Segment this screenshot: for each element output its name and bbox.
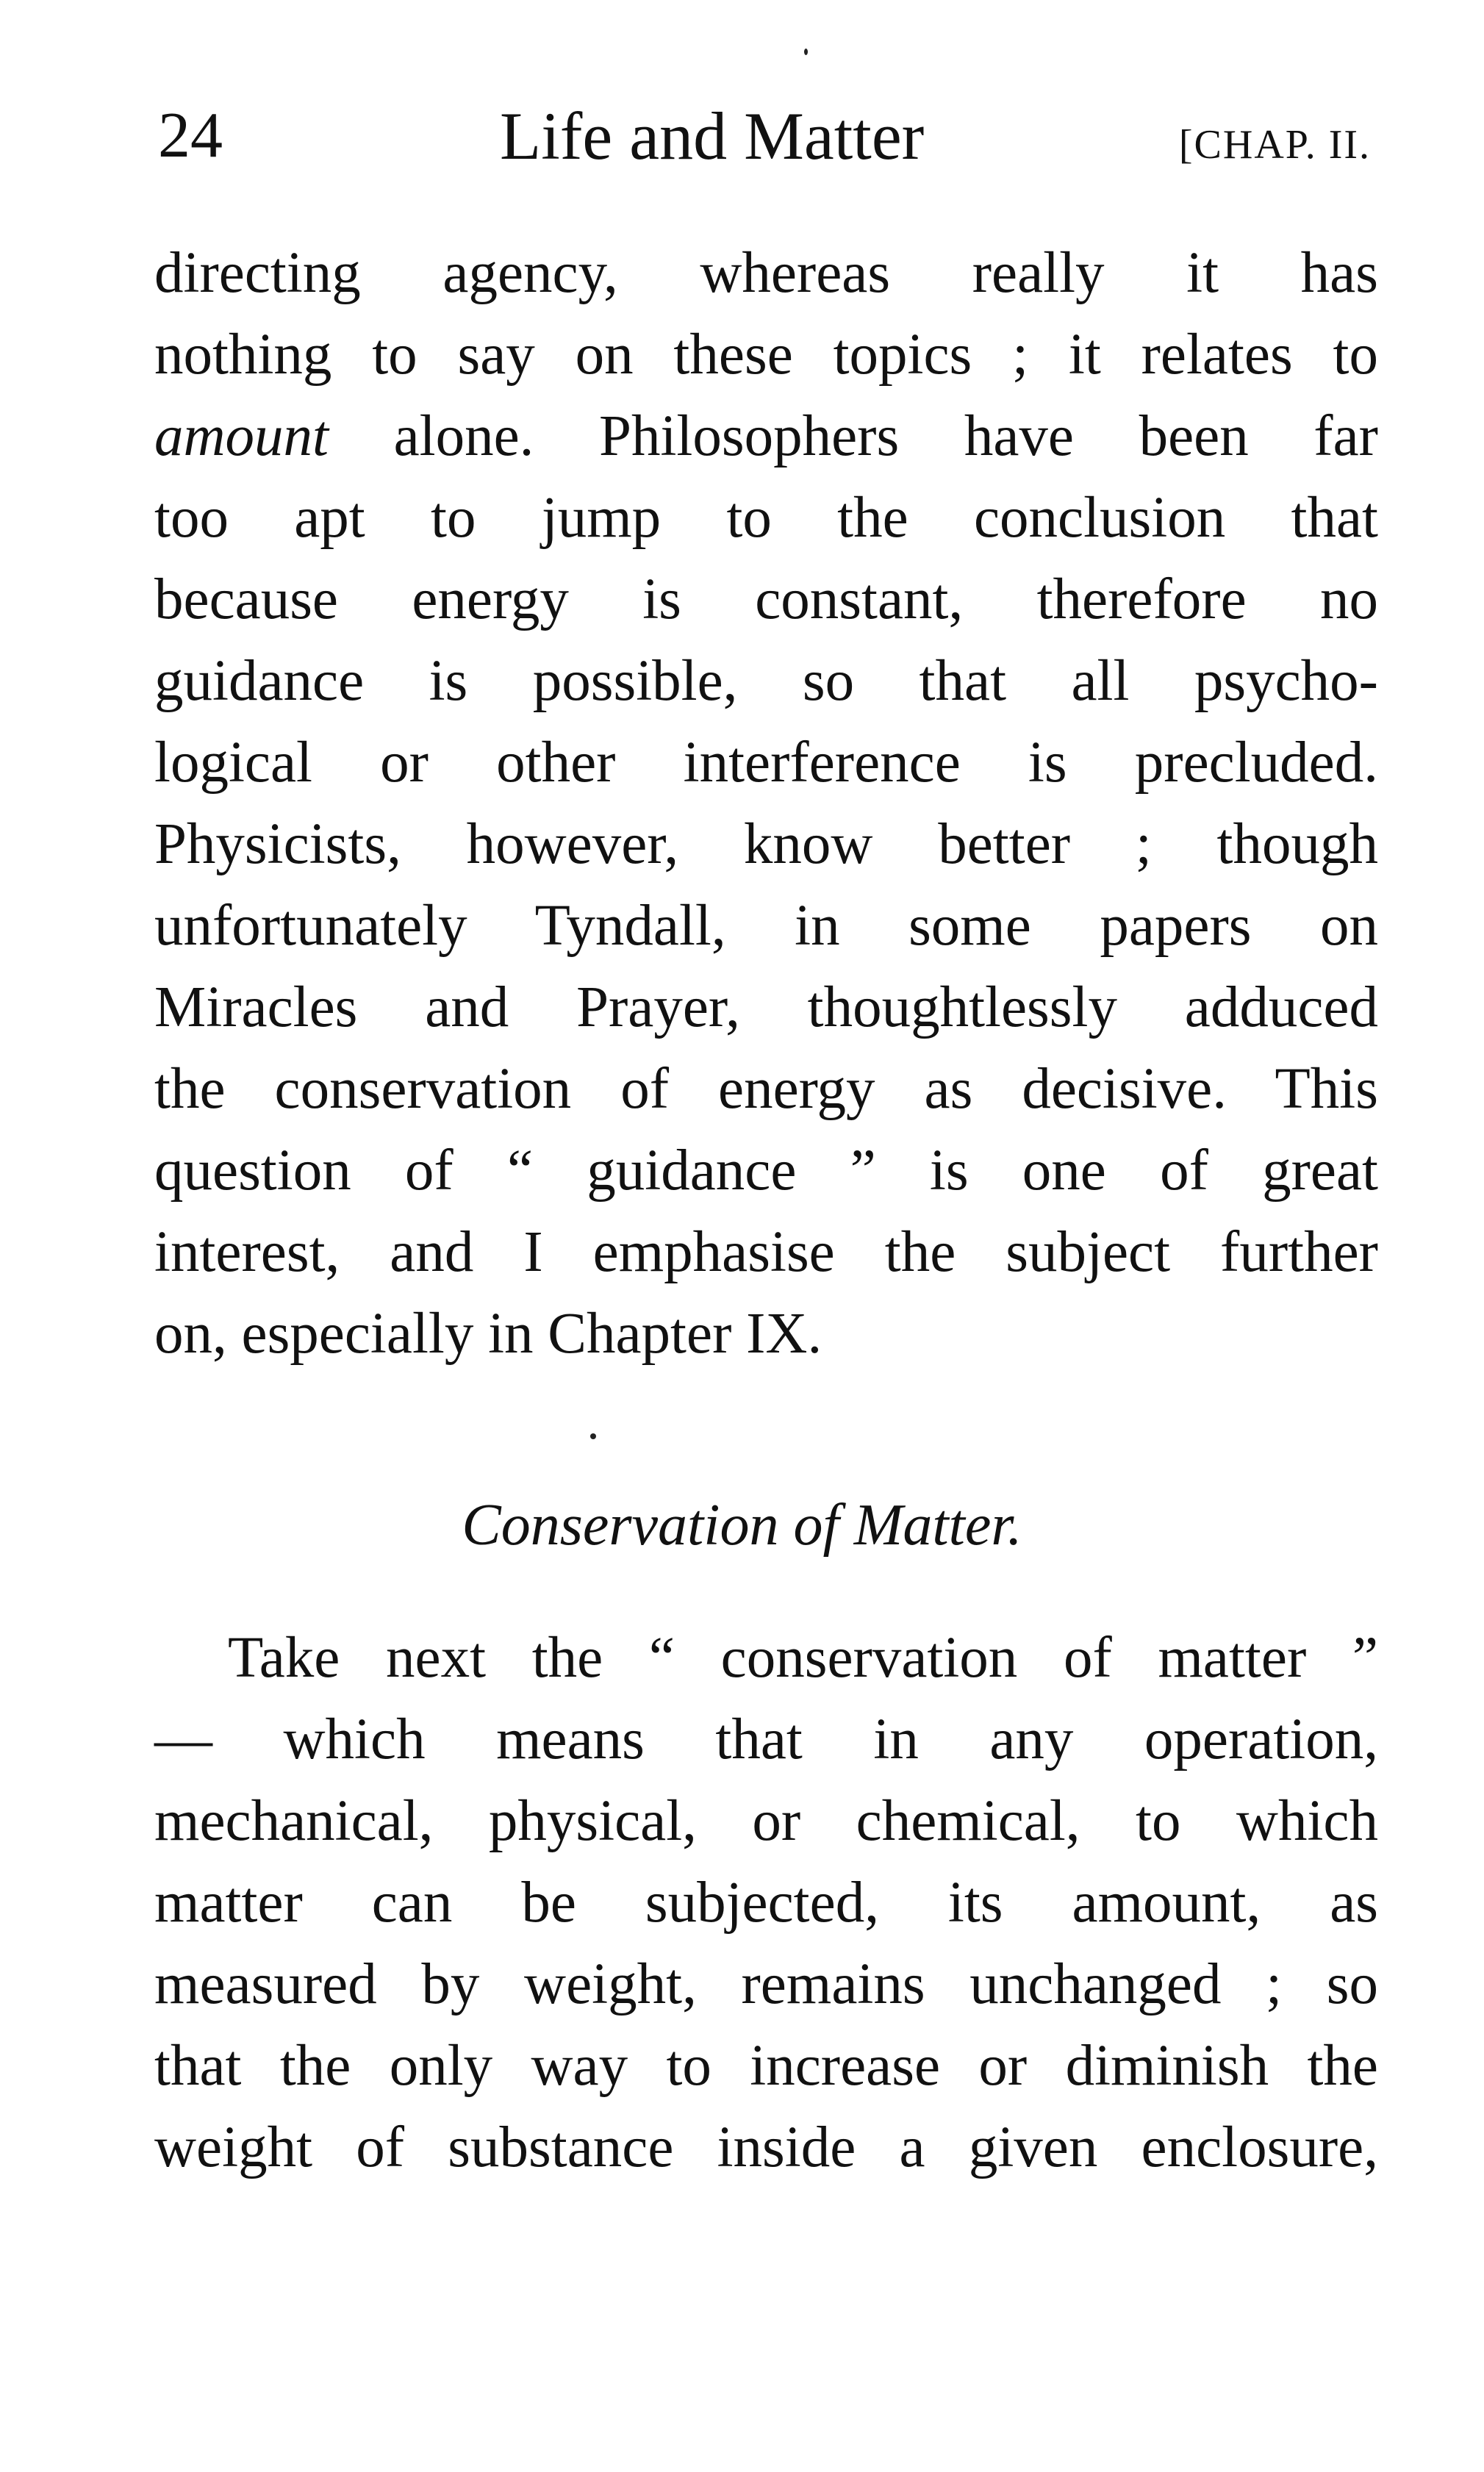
text-line: question of “ guidance ” is one of great — [154, 1139, 1378, 1203]
text-line: too apt to jump to the conclusion that — [154, 486, 1378, 550]
section-heading: Conservation of Matter. — [462, 1493, 1022, 1558]
running-title: Life and Matter — [500, 98, 925, 173]
text-line: unfortunately Tyndall, in some papers on — [154, 894, 1378, 958]
text-line-remainder: alone. Philosophers have been far — [393, 404, 1378, 468]
chapter-reference: [CHAP. II. — [1178, 122, 1371, 168]
paragraph-conservation-of-matter — [154, 1617, 1378, 2188]
text-line: measured by weight, remains unchanged ; so — [154, 1952, 1378, 2016]
print-speck — [804, 49, 808, 55]
text-line: Take next the “ conservation of matter ” — [228, 1626, 1378, 1690]
page-number: 24 — [158, 100, 223, 171]
text-line: because energy is constant, therefore no — [154, 567, 1378, 631]
running-header — [158, 96, 1371, 176]
text-line: weight of substance inside a given enclosure, — [154, 2115, 1378, 2179]
text-line: on, especially in Chapter IX. — [154, 1302, 822, 1366]
text-line — [154, 395, 1378, 477]
paragraph-energy-guidance — [154, 232, 1378, 1375]
text-line: logical or other interference is precluded. — [154, 731, 1378, 795]
text-line: directing agency, whereas really it has — [154, 241, 1378, 305]
text-line: Miracles and Prayer, thoughtlessly adduced — [154, 975, 1378, 1039]
text-line: matter can be subjected, its amount, as — [154, 1871, 1378, 1935]
text-line: guidance is possible, so that all psycho- — [154, 649, 1378, 713]
italic-word: amount — [154, 404, 329, 468]
text-line: Physicists, however, know better ; though — [154, 812, 1378, 876]
text-line: mechanical, physical, or chemical, to which — [154, 1789, 1378, 1853]
text-line: nothing to say on these topics ; it relates to — [154, 323, 1378, 387]
text-line: interest, and I emphasise the subject further — [154, 1220, 1378, 1284]
text-line: that the only way to increase or diminish the — [154, 2034, 1378, 2098]
text-line: — which means that in any operation, — [154, 1708, 1378, 1771]
text-line: the conservation of energy as decisive. This — [154, 1057, 1378, 1121]
print-speck — [590, 1433, 596, 1439]
